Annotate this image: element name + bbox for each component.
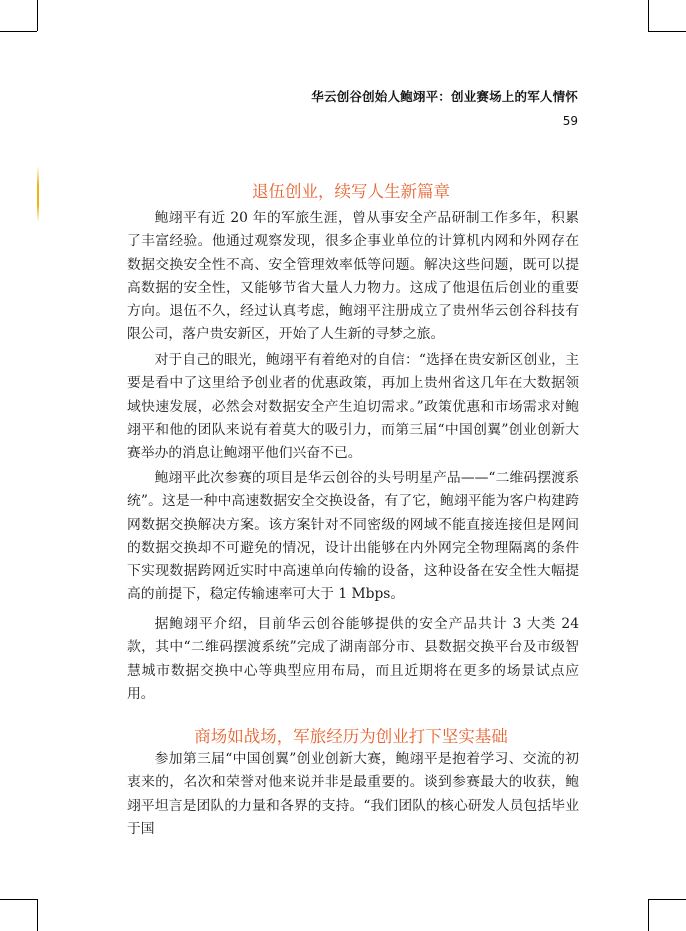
running-head-title: 华云创谷创始人鲍翊平：创业赛场上的军人情怀 xyxy=(311,89,578,104)
crop-mark-top-right-vertical xyxy=(648,0,649,31)
crop-mark-top-right-horizontal xyxy=(648,31,686,32)
section-heading-retire-entrepreneurship: 退伍创业，续写人生新篇章 xyxy=(252,182,450,201)
crop-mark-bottom-left-horizontal xyxy=(0,899,37,900)
body-paragraph: 鲍翊平此次参赛的项目是华云创谷的头号明星产品——“二维码摆渡系统”。这是一种中高速数据安全交换设备，有了它，鲍翊平能为客户构建跨网数据交换解决方案。该方案针对不同密级的网域不能直接连接但是网间的数据交换却不可避免的情况，设计出能够在内外网完全物理隔离的条件下实现数据跨网近实时中高速单向传输的设备，这种设备在安全性大幅提高的前提下，稳定传输速率可大于 1 Mbps。 xyxy=(127,470,579,603)
page-number: 59 xyxy=(562,114,578,128)
body-paragraph: 鲍翊平有近 20 年的军旅生涯，曾从事安全产品研制工作多年，积累了丰富经验。他通过观察发现，很多企事业单位的计算机内网和外网存在数据交换安全性不高、安全管理效率低等问题。解决这些问题，既可以提高数据的安全性，又能够节省大量人力物力。这成了他退伍后创业的重要方向。退伍不久，经过认真考虑，鲍翊平注册成立了贵州华云创谷科技有限公司，落户贵安新区，开始了人生新的寻梦之旅。 xyxy=(127,210,579,343)
body-paragraph: 对于自己的眼光，鲍翊平有着绝对的自信：“选择在贵安新区创业，主要是看中了这里给予创业者的优惠政策，再加上贵州省这几年在大数据领域快速发展，必然会对数据安全产生迫切需求。”政策优惠和市场需求对鲍翊平和他的团队来说有着莫大的吸引力，而第三届“中国创翼”创业创新大赛举办的消息让鲍翊平他们兴奋不已。 xyxy=(127,352,579,462)
crop-mark-top-left-vertical xyxy=(37,0,38,31)
crop-mark-top-left-horizontal xyxy=(0,31,37,32)
body-paragraph: 参加第三届“中国创翼”创业创新大赛，鲍翊平是抱着学习、交流的初衷来的，名次和荣誉对他来说并非是最重要的。谈到参赛最大的收获，鲍翊平坦言是团队的力量和各界的支持。“我们团队的核心研发人员包括毕业于国 xyxy=(127,751,579,837)
crop-mark-bottom-right-horizontal xyxy=(648,899,686,900)
body-paragraph: 据鲍翊平介绍，目前华云创谷能够提供的安全产品共计 3 大类 24 款，其中“二维码摆渡系统”完成了湖南部分市、县数据交换平台及市级智慧城市数据交换中心等典型应用布局，而且近期将在更多的场景试点应用。 xyxy=(127,616,579,702)
crop-mark-bottom-right-vertical xyxy=(648,899,649,931)
crop-mark-bottom-left-vertical xyxy=(37,899,38,931)
section-heading-military-experience: 商场如战场，军旅经历为创业打下坚实基础 xyxy=(194,727,508,746)
